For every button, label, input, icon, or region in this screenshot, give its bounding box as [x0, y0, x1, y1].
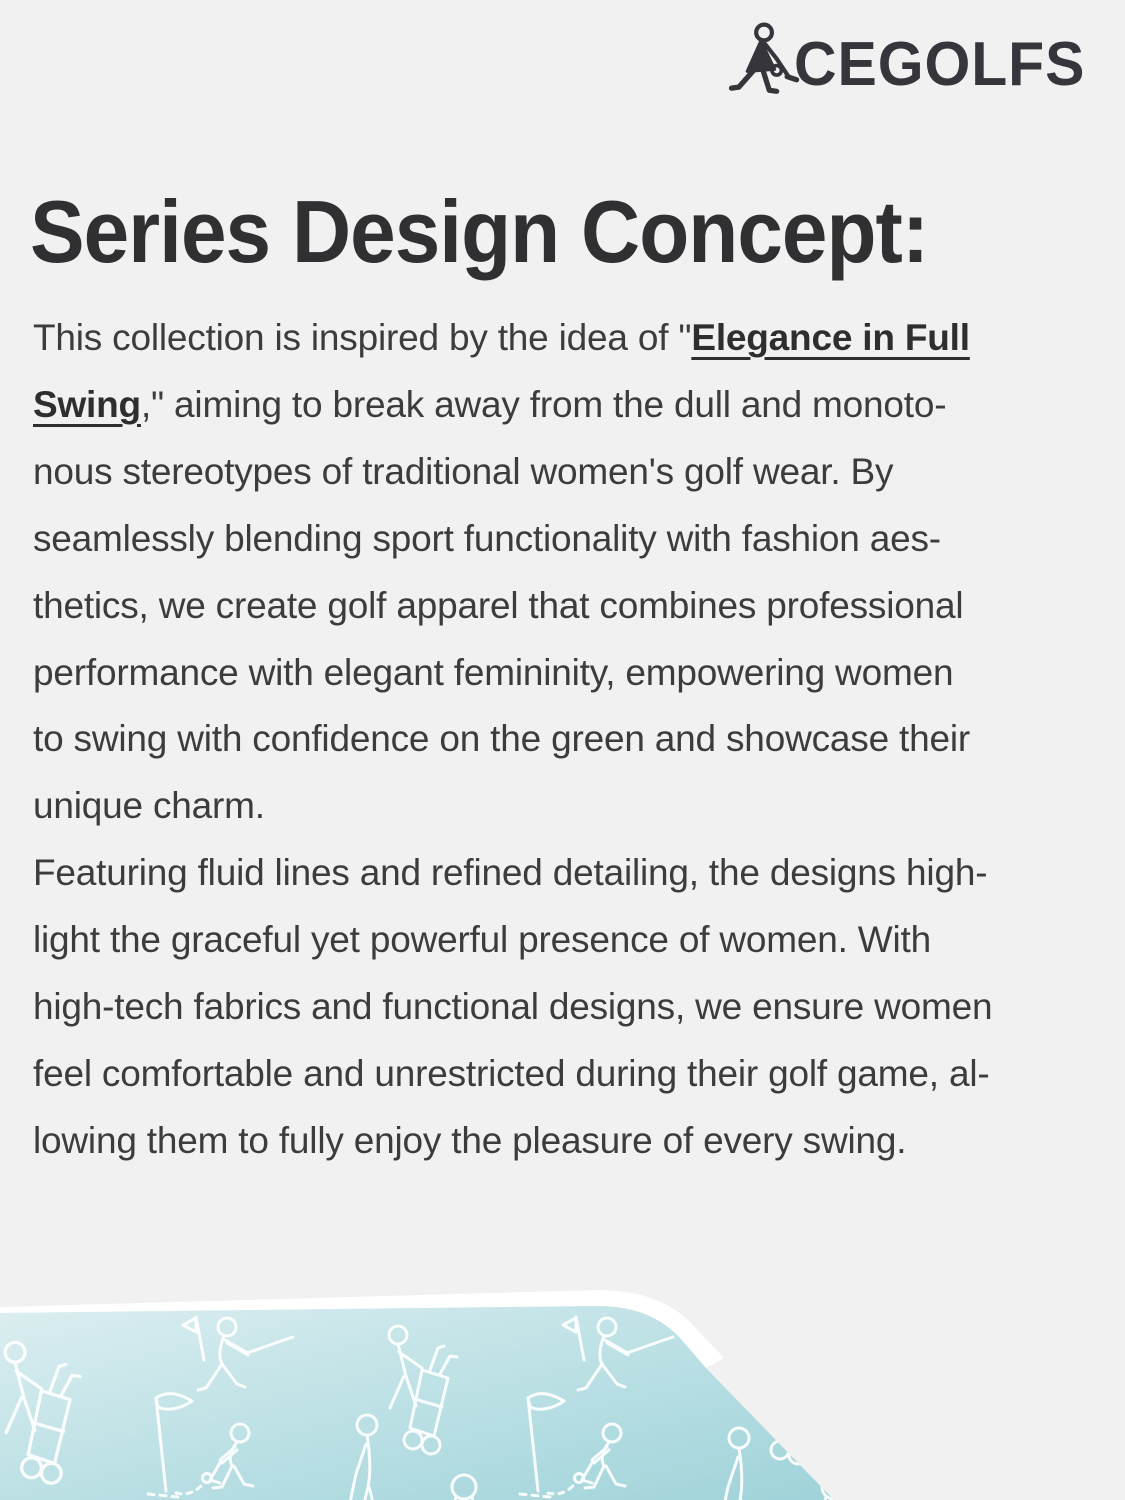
page-title: Series Design Concept:: [30, 182, 929, 281]
body-text-segment: high-tech fabrics and functional designs, we ensure women: [33, 986, 993, 1028]
body-text-segment: unique charm.: [33, 785, 265, 827]
body-text-line: [33, 773, 1103, 840]
brand-logo: [722, 22, 1101, 104]
body-text-line: [33, 840, 1103, 907]
body-text-segment: lowing them to fully enjoy the pleasure of every swing.: [33, 1119, 907, 1161]
brand-name: CEGOLFS: [794, 30, 1086, 99]
body-text-segment: This collection is inspired by the idea of ": [33, 317, 692, 358]
body-text-segment: seamlessly blending sport functionality with fashion aes-: [33, 517, 941, 559]
body-text-line: [33, 573, 1103, 640]
body-text-line: [33, 974, 1103, 1041]
body-text-segment: thetics, we create golf apparel that combines professional: [33, 584, 964, 626]
body-text-segment: Featuring fluid lines and refined detailing, the designs high-: [33, 852, 988, 894]
emphasized-phrase: Elegance in Full: [691, 317, 970, 358]
body-text-line: [33, 640, 1103, 707]
body-text-line: [33, 907, 1103, 974]
body-text-segment: performance with elegant femininity, empowering women: [33, 651, 954, 693]
body-text-line: [33, 439, 1103, 506]
body-text-segment: to swing with confidence on the green and showcase their: [33, 718, 970, 760]
body-text-line: [33, 506, 1103, 573]
body-text-line: [33, 372, 1103, 439]
body-text-segment: feel comfortable and unrestricted during their golf game, al-: [33, 1052, 990, 1094]
band-teal-shape: [0, 1306, 834, 1500]
body-text-line: [33, 706, 1103, 773]
body-text-segment: ," aiming to break away from the dull and monoto-: [140, 383, 947, 425]
body-text-line: [33, 1041, 1103, 1108]
body-text-line: [33, 305, 1103, 372]
body-text-segment: nous stereotypes of traditional women's golf wear. By: [33, 450, 894, 492]
body-text: [33, 305, 1103, 1175]
body-text-line: [33, 1108, 1103, 1175]
emphasized-phrase: Swing: [33, 383, 141, 425]
body-text-segment: light the graceful yet powerful presence of women. With: [33, 919, 932, 961]
footer-doodle-band: [0, 1290, 1125, 1500]
flag-putting-golfer-icon: [890, 1399, 995, 1500]
golfer-icon: [722, 22, 804, 106]
